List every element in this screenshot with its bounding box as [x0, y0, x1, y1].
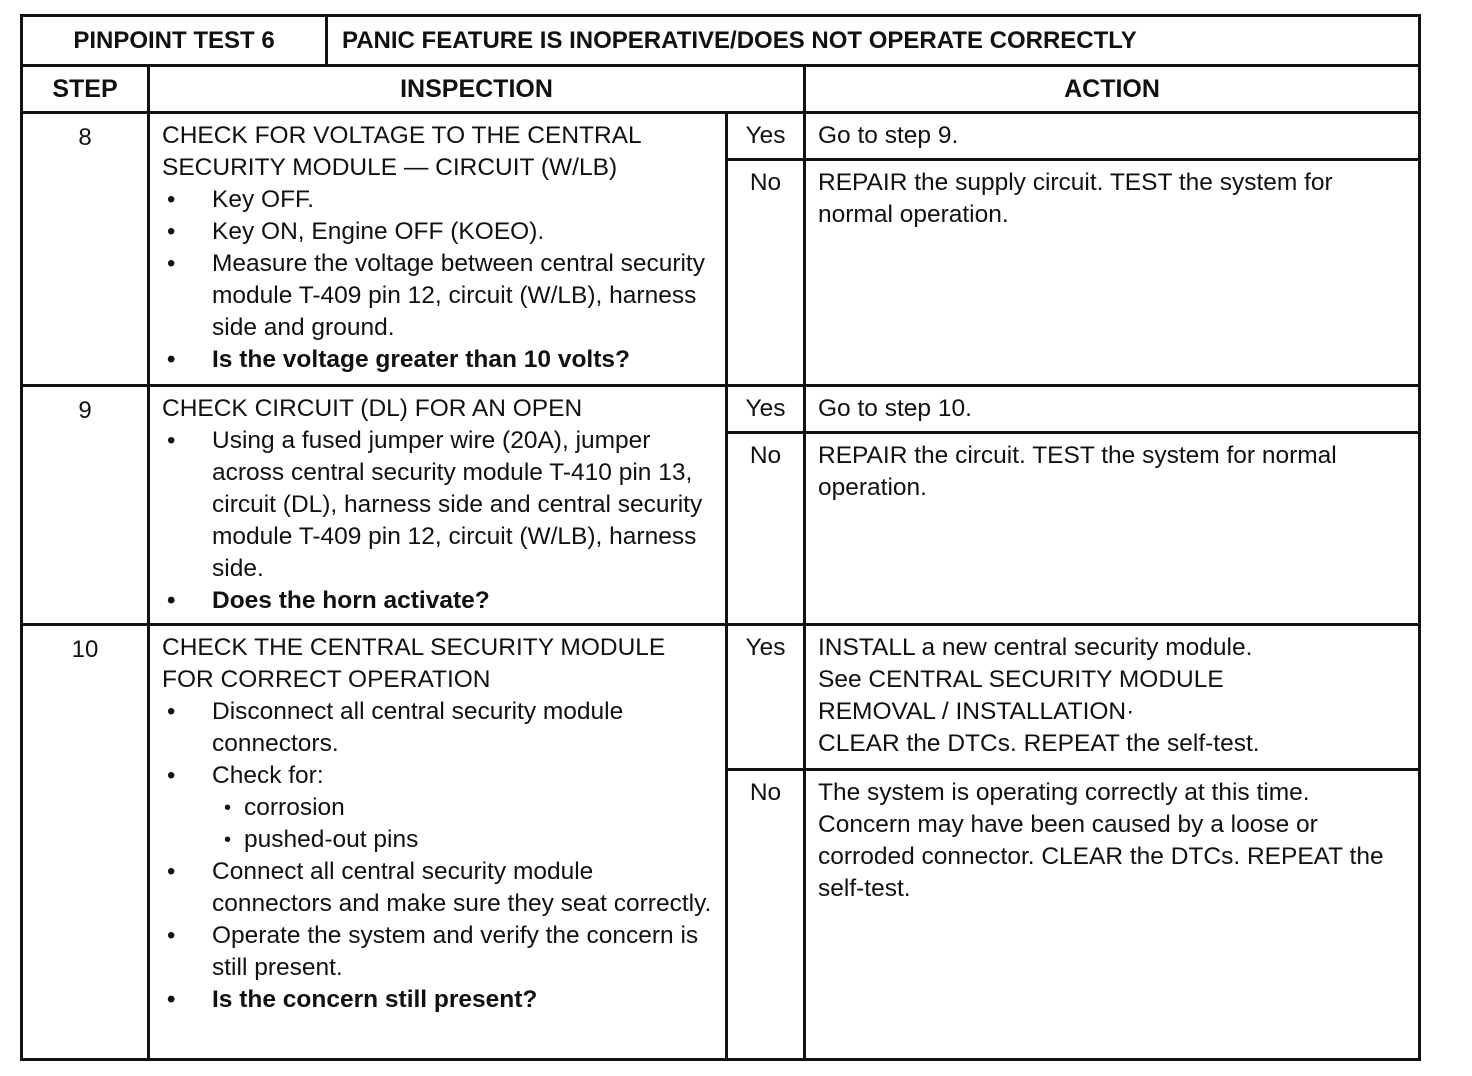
no-label: No: [727, 770, 805, 1060]
inspection-bullet: • Key ON, Engine OFF (KOEO).: [162, 216, 715, 248]
inspection-sub-bullet: • corrosion: [212, 792, 715, 824]
inspection-title: CHECK FOR VOLTAGE TO THE CENTRAL SECURITY MODULE — CIRCUIT (W/LB): [162, 122, 641, 181]
yes-action-line: INSTALL a new central security module.: [818, 634, 1253, 661]
yes-label: Yes: [727, 113, 805, 160]
inspection-cell: [149, 625, 727, 1060]
yes-action: Go to step 9.: [805, 113, 1420, 160]
inspection-question: • Does the horn activate?: [162, 585, 715, 617]
pinpoint-test-table: [20, 14, 1418, 1061]
no-action: REPAIR the supply circuit. TEST the system for normal operation.: [805, 160, 1420, 386]
yes-label: Yes: [727, 625, 805, 770]
yes-action-line: REMOVAL / INSTALLATION·: [818, 698, 1135, 725]
yes-action: Go to step 10.: [805, 386, 1420, 433]
inspection-title: CHECK CIRCUIT (DL) FOR AN OPEN: [162, 395, 583, 422]
inspection-title: CHECK THE CENTRAL SECURITY MODULE FOR CORRECT OPERATION: [162, 634, 666, 693]
inspection-bullet-check-for: [162, 760, 715, 856]
column-header-step: STEP: [22, 66, 149, 113]
no-label: No: [727, 433, 805, 625]
inspection-bullet: • Measure the voltage between central security module T-409 pin 12, circuit (W/LB), harness side and ground.: [162, 248, 715, 344]
step-number: 9: [22, 386, 149, 625]
test-title: PANIC FEATURE IS INOPERATIVE/DOES NOT OPERATE CORRECTLY: [327, 16, 1420, 66]
inspection-sub-bullet: • pushed-out pins: [212, 824, 715, 856]
step-row-10-yes: [22, 625, 1420, 770]
inspection-bullet: • Disconnect all central security module connectors.: [162, 696, 715, 760]
yes-action-line: See CENTRAL SECURITY MODULE: [818, 666, 1224, 693]
step-row-8-yes: [22, 113, 1420, 160]
column-header-inspection: INSPECTION: [149, 66, 805, 113]
inspection-bullet-text: Check for:: [212, 762, 324, 789]
no-action: The system is operating correctly at this time. Concern may have been caused by a loose or corroded connector. CLEAR the DTCs. REPEAT the self-test.: [805, 770, 1420, 1060]
inspection-bullet: • Operate the system and verify the concern is still present.: [162, 920, 715, 984]
step-number: 8: [22, 113, 149, 386]
inspection-question: • Is the concern still present?: [162, 984, 715, 1016]
no-action: REPAIR the circuit. TEST the system for normal operation.: [805, 433, 1420, 625]
yes-action-line: CLEAR the DTCs. REPEAT the self-test.: [818, 730, 1260, 757]
column-header-action: ACTION: [805, 66, 1420, 113]
yes-action: [805, 625, 1420, 770]
test-label: PINPOINT TEST 6: [22, 16, 327, 66]
yes-label: Yes: [727, 386, 805, 433]
inspection-cell: [149, 113, 727, 386]
inspection-bullet: • Connect all central security module connectors and make sure they seat correctly.: [162, 856, 715, 920]
no-label: No: [727, 160, 805, 386]
step-row-9-yes: [22, 386, 1420, 433]
step-number: 10: [22, 625, 149, 1060]
inspection-cell: [149, 386, 727, 625]
inspection-bullet: • Using a fused jumper wire (20A), jumper across central security module T-410 pin 13, circuit (DL), harness side and central security module T-409 pin 12, circuit (W/LB), harness side.: [162, 425, 715, 585]
inspection-bullet: • Key OFF.: [162, 184, 715, 216]
title-row: [22, 16, 1420, 66]
inspection-question: • Is the voltage greater than 10 volts?: [162, 344, 715, 376]
column-header-row: [22, 66, 1420, 113]
